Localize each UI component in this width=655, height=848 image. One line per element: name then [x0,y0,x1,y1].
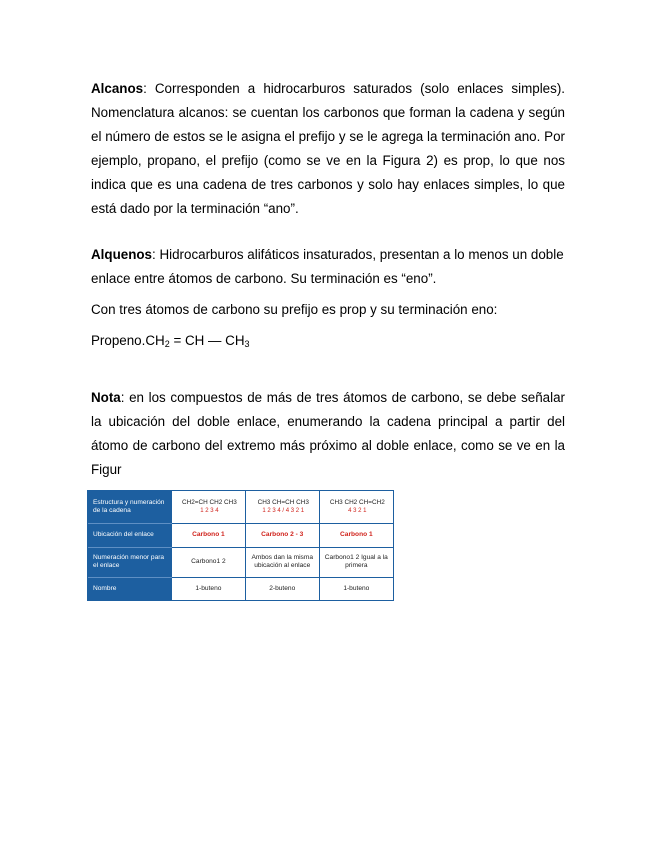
ubicacion-cell-2: Carbono 2 - 3 [245,523,319,547]
alcanos-paragraph [91,77,565,221]
ubicacion-cell-3: Carbono 1 [319,523,393,547]
row-header-numeracion: Numeración menor para el enlace [88,547,172,577]
formula-nums-3: 4 3 2 1 [348,507,367,514]
formula-nums-1: 1 2 3 4 [200,507,219,514]
alquenos-text: : Hidrocarburos alifáticos insaturados, presentan a lo menos un doble enlace entre átomos de carbono. Su terminación es “eno”. [91,247,564,286]
propeno-dbl: = CH — CH [169,333,245,348]
numeracion-cell-3: Carbono1 2 Igual a la primera [319,547,393,577]
ubicacion-cell-1: Carbono 1 [172,523,246,547]
formula-cell-2 [245,491,319,523]
propeno-label: Propeno. [91,333,146,348]
formula-text-1: CH2=CH CH2 CH3 [181,498,237,506]
nota-text: : en los compuestos de más de tres átomos de carbono, se debe señalar la ubicación del doble enlace, enumerando la cadena principal a partir del átomo de carbono del extremo más próximo al doble enlace, como se ve en la Figur [91,390,565,477]
propeno-ch: CH [145,333,165,348]
numeracion-cell-1: Carbono1 2 [172,547,246,577]
butene-figure-table [87,490,394,601]
row-header-nombre: Nombre [88,577,172,600]
alquenos-paragraph [91,243,565,291]
alcanos-term: Alcanos [91,81,144,96]
formula-cell-1 [172,491,246,523]
formula-cell-3 [319,491,393,523]
nota-term: Nota [91,390,121,405]
row-header-estructura: Estructura y numeración de la cadena [88,491,172,523]
nombre-cell-3: 1-buteno [319,577,393,600]
prefix-sentence: Con tres átomos de carbono su prefijo es prop y su terminación eno: [91,302,498,317]
alquenos-term: Alquenos [91,247,153,262]
formula-text-2: CH3 CH=CH CH3 [257,498,309,506]
alcanos-text: : Corresponden a hidrocarburos saturados (solo enlaces simples). Nomenclatura alcanos: se cuentan los carbonos que forman la cadena y según el número de estos se le asigna el prefijo y se le agrega la terminación ano. Por ejemplo, propano, el prefijo (como se ve en la Figura 2) es prop, lo que nos indica que es una cadena de tres carbonos y solo hay enlaces simples, lo que está dado por la terminación “ano”. [91,81,565,216]
propeno-sub2: 2 [164,339,170,349]
nota-paragraph [91,386,565,482]
formula-text-3: CH3 CH2 CH=CH2 [329,498,385,506]
propeno-sub3: 3 [244,339,250,349]
numeracion-cell-2: Ambos dan la misma ubicación al enlace [245,547,319,577]
nombre-cell-1: 1-buteno [172,577,246,600]
formula-nums-2: 1 2 3 4 / 4 3 2 1 [262,507,305,514]
nombre-cell-2: 2-buteno [245,577,319,600]
row-header-ubicacion: Ubicación del enlace [88,523,172,547]
propeno-formula [91,329,565,353]
